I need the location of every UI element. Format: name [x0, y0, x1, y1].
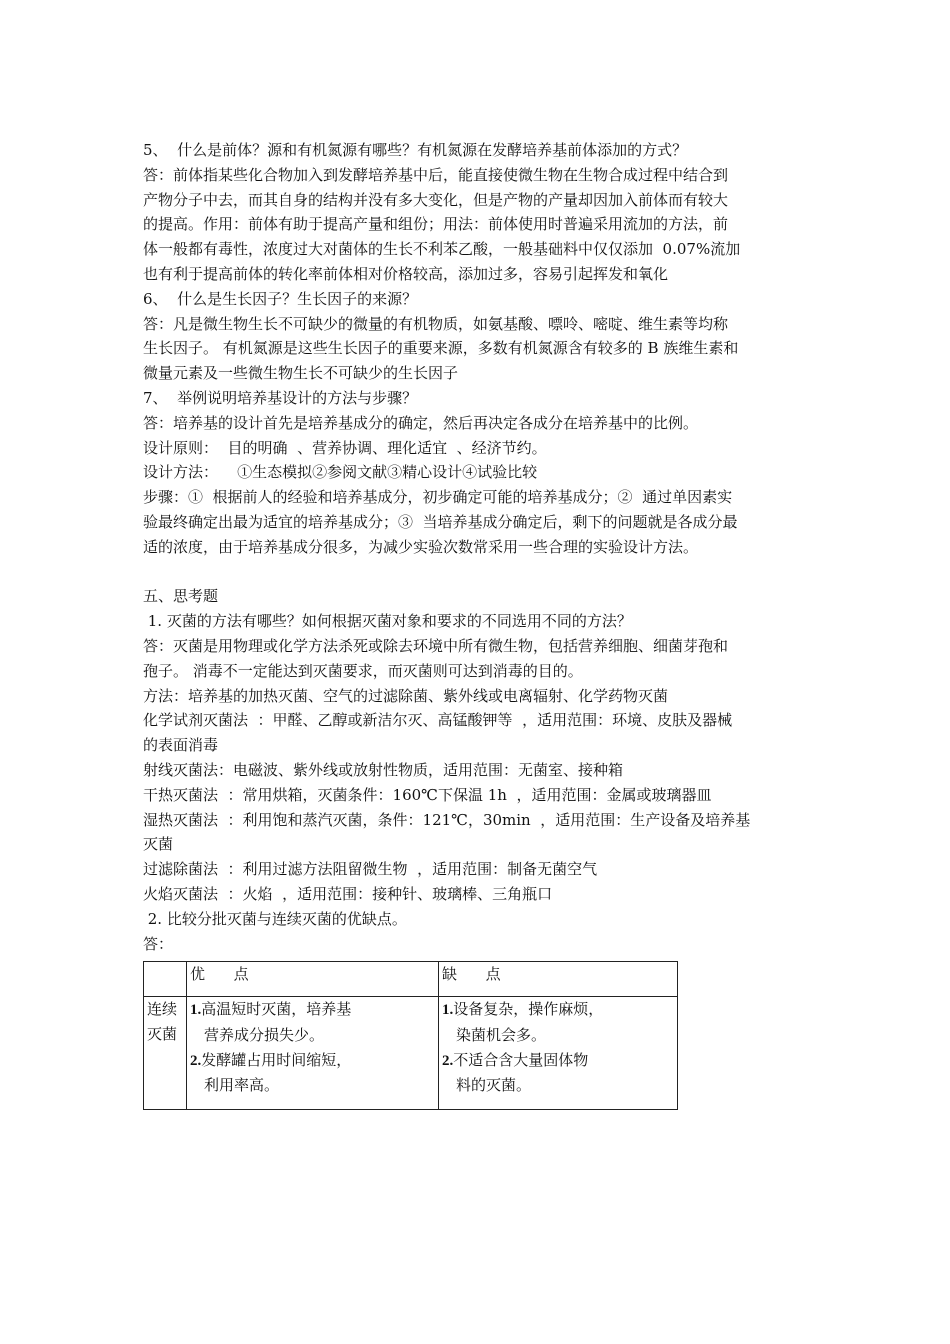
cons-item	[442, 997, 674, 1023]
text-line: 化学试剂灭菌法 ：甲醛、乙醇或新洁尔灭、高锰酸钾等 ，适用范围：环境、皮肤及器械	[143, 711, 733, 730]
text-line: 答：灭菌是用物理或化学方法杀死或除去环境中所有微生物，包括营养细胞、细菌芽孢和	[143, 636, 729, 655]
text-line: 设计方法： ①生态模拟②参阅文献③精心设计④试验比较	[143, 463, 538, 482]
text-line: 也有利于提高前体的转化率前体相对价格较高，添加过多，容易引起挥发和氧化	[143, 264, 669, 283]
pros-cell	[187, 997, 439, 1110]
text-line: 的表面消毒	[143, 736, 219, 755]
text-line: 的提高。作用：前体有助于提高产量和组份；用法：前体使用时普遍采用流加的方法，前	[143, 215, 729, 234]
text-line: 1. 灭菌的方法有哪些？如何根据灭菌对象和要求的不同选用不同的方法？	[143, 612, 632, 631]
text-line: 答：	[143, 934, 174, 953]
row-label-line: 灭菌	[147, 1024, 178, 1043]
pros-item	[190, 997, 435, 1023]
cons-item	[442, 1048, 674, 1074]
text-line: 5、 什么是前体？源和有机氮源有哪些？有机氮源在发酵培养基前体添加的方式？	[143, 141, 688, 159]
cons-cell	[439, 997, 678, 1110]
table-header-cons: 缺 点	[439, 962, 678, 997]
text-line: 射线灭菌法：电磁波、紫外线或放射性物质，适用范围：无菌室、接种箱	[143, 760, 624, 779]
pros-item-number: 2.	[190, 1052, 202, 1069]
text-line: 五、思考题	[143, 587, 219, 606]
row-label	[144, 997, 187, 1110]
pros-item-number: 1.	[190, 1002, 202, 1018]
pros-item-text: 发酵罐占用时间缩短，	[201, 1050, 352, 1069]
comparison-table	[143, 961, 678, 1110]
text-line: 灭菌	[143, 835, 174, 854]
text-line: 7、 举例说明培养基设计的方法与步骤？	[143, 388, 418, 407]
text-line: 2. 比较分批灭菌与连续灭菌的优缺点。	[143, 909, 407, 928]
cons-item-text: 设备复杂，操作麻烦，	[453, 1000, 604, 1018]
pros-item	[190, 1048, 435, 1074]
cons-item-cont: 料的灭菌。	[456, 1076, 532, 1095]
text-line: 过滤除菌法 ：利用过滤方法阻留微生物 ，适用范围：制备无菌空气	[143, 860, 598, 879]
text-line: 6、 什么是生长因子？生长因子的来源？	[143, 289, 418, 308]
text-line: 答：凡是微生物生长不可缺少的微量的有机物质，如氨基酸、嘌呤、嘧啶、维生素等均称	[143, 314, 729, 333]
cons-item-number: 2.	[442, 1052, 454, 1069]
text-line: 验最终确定出最为适宜的培养基成分；③ 当培养基成分确定后，剩下的问题就是各成分最	[143, 512, 738, 531]
text-line: 孢子。 消毒不一定能达到灭菌要求，而灭菌则可达到消毒的目的。	[143, 661, 583, 680]
text-line: 方法：培养基的加热灭菌、空气的过滤除菌、紫外线或电离辐射、化学药物灭菌	[143, 686, 669, 705]
text-line: 干热灭菌法 ：常用烘箱，灭菌条件：160℃下保温 1h ，适用范围：金属或玻璃器皿	[143, 785, 712, 804]
text-line: 火焰灭菌法 ：火焰 ，适用范围：接种针、玻璃棒、三角瓶口	[143, 884, 553, 903]
cons-item-cont: 染菌机会多。	[456, 1025, 547, 1044]
text-line	[143, 560, 813, 585]
pros-item-cont: 营养成分损失少。	[204, 1025, 325, 1044]
text-line: 答：前体指某些化合物加入到发酵培养基中后，能直接使微生物在生物合成过程中结合到	[143, 165, 729, 184]
pros-item-cont: 利用率高。	[204, 1076, 280, 1095]
cons-item-number: 1.	[442, 1002, 454, 1018]
text-line: 微量元素及一些微生物生长不可缺少的生长因子	[143, 364, 459, 383]
table-row	[144, 997, 678, 1110]
table-header-row	[144, 962, 678, 997]
text-line: 体一般都有毒性，浓度过大对菌体的生长不利苯乙酸，一般基础料中仅仅添加 0.07%流加	[143, 240, 741, 259]
text-line: 适的浓度，由于培养基成分很多，为减少实验次数常采用一些合理的实验设计方法。	[143, 537, 699, 556]
table-header-empty	[144, 962, 187, 997]
text-line: 答：培养基的设计首先是培养基成分的确定，然后再决定各成分在培养基中的比例。	[143, 413, 699, 432]
text-line: 湿热灭菌法 ：利用饱和蒸汽灭菌，条件：121℃，30min ，适用范围：生产设备及培养基	[143, 810, 751, 829]
text-line: 设计原则： 目的明确 、营养协调、理化适宜 、经济节约。	[143, 438, 547, 457]
cons-item-text: 不适合含大量固体物	[453, 1050, 589, 1069]
row-label-line: 连续	[147, 1000, 178, 1018]
text-line: 步骤：① 根据前人的经验和培养基成分，初步确定可能的培养基成分；② 通过单因素实	[143, 488, 733, 507]
text-line: 生长因子。 有机氮源是这些生长因子的重要来源，多数有机氮源含有较多的 B 族维生素和	[143, 339, 739, 358]
text-line: 产物分子中去，而其自身的结构并没有多大变化，但是产物的产量却因加入前体而有较大	[143, 190, 729, 209]
table-header-pros: 优 点	[187, 962, 439, 997]
pros-item-text: 高温短时灭菌，培养基	[201, 1000, 352, 1018]
document-body	[143, 138, 813, 956]
